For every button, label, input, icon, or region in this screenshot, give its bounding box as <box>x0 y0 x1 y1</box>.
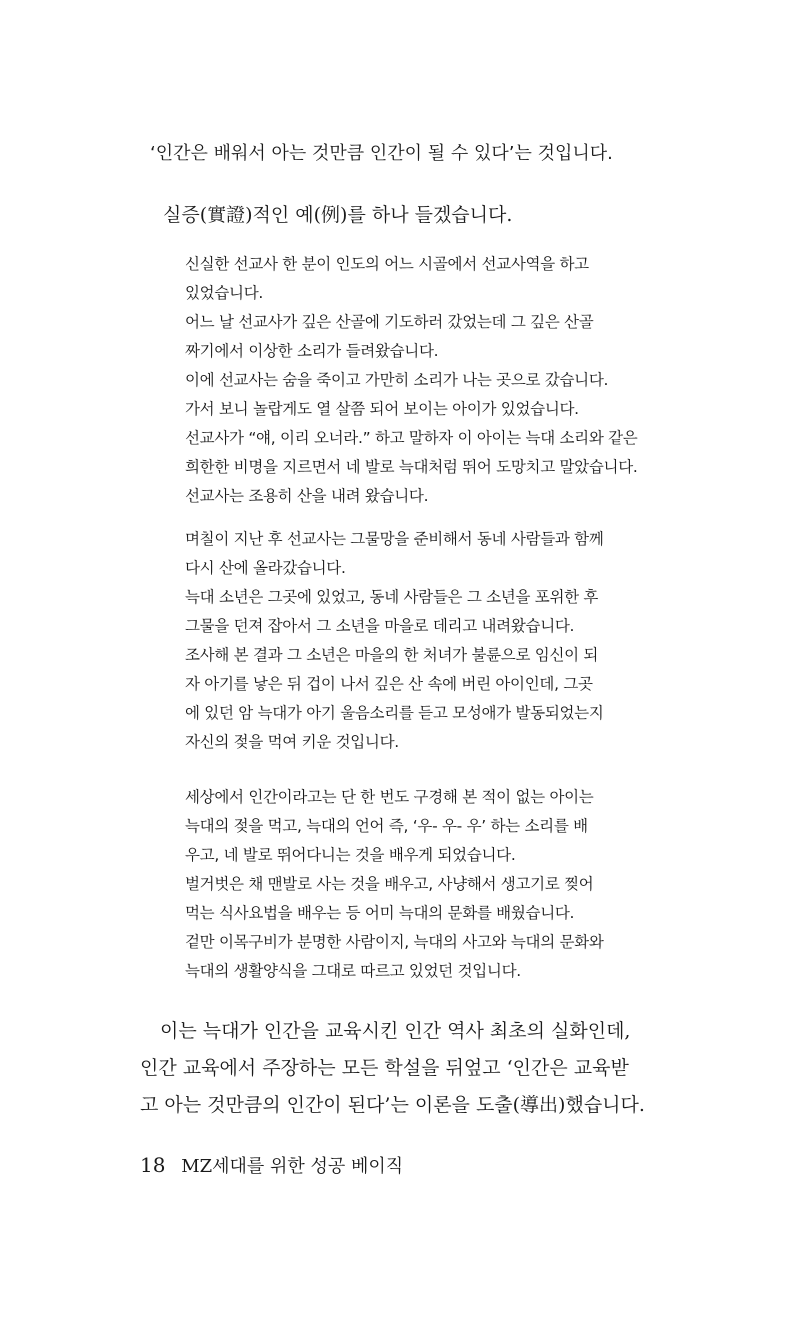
text-line: 희한한 비명을 지르면서 네 발로 늑대처럼 뛰어 도망치고 말았습니다. <box>185 458 638 476</box>
text-line: 선교사가 “얘, 이리 오너라.” 하고 말하자 이 아이는 늑대 소리와 같은 <box>185 429 638 447</box>
text-line: 자 아기를 낳은 뒤 겁이 나서 깊은 산 속에 버린 아이인데, 그곳 <box>185 675 593 693</box>
text-line: 인간 교육에서 주장하는 모든 학설을 뒤엎고 ‘인간은 교육받 <box>140 1057 629 1079</box>
page-footer <box>140 1152 403 1178</box>
story-paragraph-2 <box>185 525 665 757</box>
text-line: 있었습니다. <box>185 284 263 302</box>
conclusion-paragraph <box>140 1013 670 1124</box>
text-line: 우고, 네 발로 뛰어다니는 것을 배우게 되었습니다. <box>185 846 516 864</box>
text-line: 가서 보니 놀랍게도 열 살쯤 되어 보이는 아이가 있었습니다. <box>185 400 579 418</box>
text-line: 조사해 본 결과 그 소년은 마을의 한 처녀가 불륜으로 임신이 되 <box>185 646 599 664</box>
text-line: 벌거벗은 채 맨발로 사는 것을 배우고, 사냥해서 생고기로 찢어 <box>185 875 594 893</box>
story-paragraph-1 <box>185 250 665 511</box>
intro-line: 실증(實證)적인 예(例)를 하나 들겠습니다. <box>163 204 513 226</box>
text-line: 어느 날 선교사가 깊은 산골에 기도하러 갔었는데 그 깊은 산골 <box>185 313 594 331</box>
text-line: 에 있던 암 늑대가 아기 울음소리를 듣고 모성애가 발동되었는지 <box>185 704 604 722</box>
text-line: 세상에서 인간이라고는 단 한 번도 구경해 본 적이 없는 아이는 <box>185 788 594 806</box>
text-line: 이에 선교사는 숨을 죽이고 가만히 소리가 나는 곳으로 갔습니다. <box>185 371 609 389</box>
text-line: 자신의 젖을 먹여 키운 것입니다. <box>185 733 399 751</box>
text-line: 늑대의 생활양식을 그대로 따르고 있었던 것입니다. <box>185 962 521 980</box>
text-line: 짜기에서 이상한 소리가 들려왔습니다. <box>185 342 439 360</box>
text-line: 늑대의 젖을 먹고, 늑대의 언어 즉, ‘우- 우- 우’ 하는 소리를 배 <box>185 817 588 835</box>
text-line: 먹는 식사요법을 배우는 등 어미 늑대의 문화를 배웠습니다. <box>185 904 575 922</box>
text-line: 고 아는 것만큼의 인간이 된다’는 이론을 도출(導出)했습니다. <box>140 1094 645 1116</box>
quote-line: ‘인간은 배워서 아는 것만큼 인간이 될 수 있다’는 것입니다. <box>150 143 613 164</box>
text-line: 선교사는 조용히 산을 내려 왔습니다. <box>185 487 429 505</box>
text-line: 신실한 선교사 한 분이 인도의 어느 시골에서 선교사역을 하고 <box>185 255 589 273</box>
text-line: 늑대 소년은 그곳에 있었고, 동네 사람들은 그 소년을 포위한 후 <box>185 588 599 606</box>
text-line: 겉만 이목구비가 분명한 사람이지, 늑대의 사고와 늑대의 문화와 <box>185 933 604 951</box>
page-number: 18 <box>140 1153 166 1177</box>
text-line: 그물을 던져 잡아서 그 소년을 마을로 데리고 내려왔습니다. <box>185 617 575 635</box>
text-line: 다시 산에 올라갔습니다. <box>185 559 346 577</box>
text-line: 며칠이 지난 후 선교사는 그물망을 준비해서 동네 사람들과 함께 <box>185 530 604 548</box>
text-line: 이는 늑대가 인간을 교육시킨 인간 역사 최초의 실화인데, <box>160 1020 631 1042</box>
story-paragraph-3 <box>185 783 665 986</box>
book-title: MZ세대를 위한 성공 베이직 <box>181 1156 404 1177</box>
